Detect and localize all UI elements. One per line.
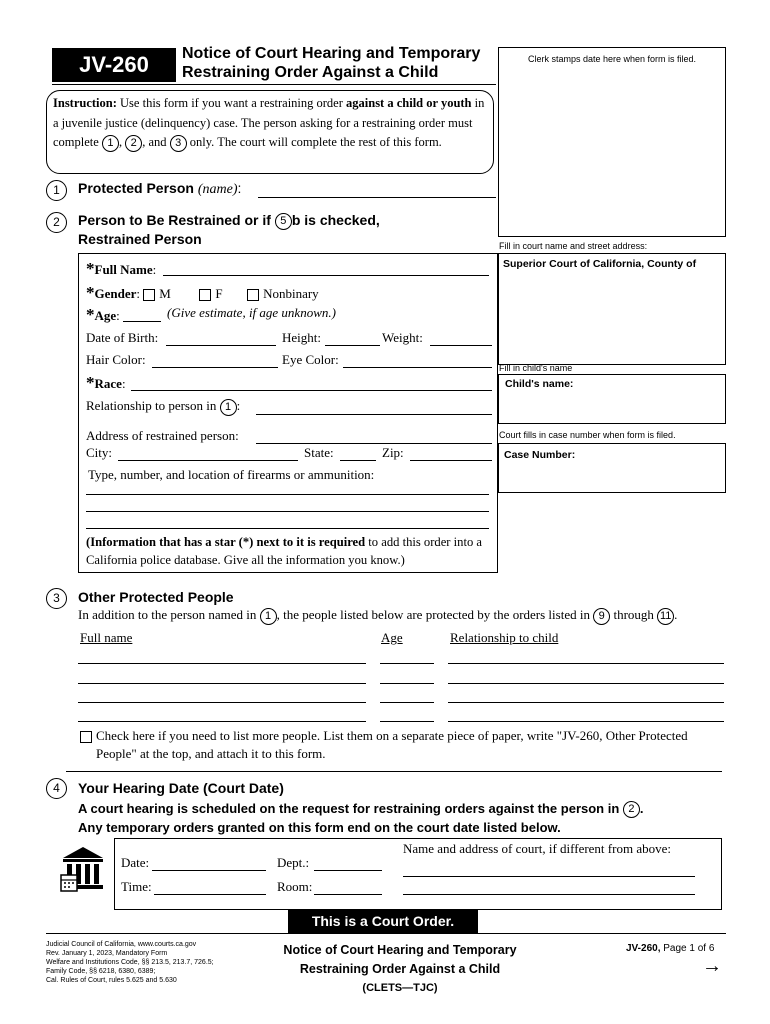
footer-line: Family Code, §§ 6218, 6380, 6389; — [46, 968, 156, 975]
dept-input[interactable] — [314, 870, 382, 871]
child-name-label: Fill in child's name — [499, 363, 573, 373]
other-name-input[interactable] — [78, 721, 366, 722]
period: . — [674, 607, 678, 622]
child-name-field: Child's name: — [505, 378, 574, 390]
hearing-notice-line2: Any temporary orders granted on this form end on the court date listed below. — [78, 820, 561, 835]
clerk-stamp-box — [498, 47, 726, 237]
section-2-title-a: Person to Be Restrained or if — [78, 212, 271, 228]
court-name-label: Fill in court name and street address: — [499, 241, 648, 251]
ref-3: 3 — [170, 135, 187, 152]
section-2-title — [78, 211, 380, 249]
instruction-text: Use this form if you want a restraining order — [116, 96, 347, 110]
case-number-label: Court fills in case number when form is filed. — [499, 430, 676, 440]
ref-1: 1 — [260, 608, 277, 625]
required-star: * — [86, 305, 95, 324]
instruction-box — [46, 90, 494, 174]
footer-citations — [46, 940, 214, 985]
required-star: * — [86, 373, 95, 392]
firearms-input-line[interactable] — [86, 528, 489, 529]
intro-a: In addition to the person named in — [78, 607, 257, 622]
footer-title-3: (CLETS—TJC) — [362, 982, 438, 994]
other-rel-input[interactable] — [448, 702, 724, 703]
col-full-name: Full name — [80, 630, 133, 645]
case-number-box[interactable] — [498, 443, 726, 493]
ref-2: 2 — [623, 801, 640, 818]
eye-label: Eye Color: — [282, 352, 339, 367]
section-4-title: Your Hearing Date (Court Date) — [78, 780, 284, 796]
child-name-box[interactable] — [498, 374, 726, 424]
footer-line: Cal. Rules of Court, rules 5.625 and 5.630 — [46, 977, 177, 984]
other-age-input[interactable] — [380, 663, 434, 664]
ref-9: 9 — [593, 608, 610, 625]
more-people-checkbox[interactable] — [80, 731, 92, 743]
court-order-banner: This is a Court Order. — [288, 909, 478, 933]
other-name-input[interactable] — [78, 702, 366, 703]
colon: : — [237, 180, 242, 196]
section-1-number: 1 — [46, 180, 67, 201]
other-rel-input[interactable] — [448, 663, 724, 664]
footer-form-id: JV-260, — [626, 943, 661, 954]
gender-label: Gender — [94, 286, 137, 301]
col-relationship: Relationship to child — [450, 630, 559, 645]
other-age-input[interactable] — [380, 683, 434, 684]
footer-rule — [46, 933, 726, 934]
height-label: Height: — [282, 330, 321, 345]
firearms-label: Type, number, and location of firearms or ammunition: — [88, 467, 375, 482]
address-input[interactable] — [256, 443, 492, 444]
footer-title — [250, 941, 550, 998]
section-3-intro — [78, 607, 677, 625]
section-2-number: 2 — [46, 212, 67, 233]
time-input[interactable] — [154, 894, 266, 895]
instruction-text: in a juvenile justice (delinquency) case. The person asking for a restraining order must complete — [53, 96, 485, 149]
firearms-input-line[interactable] — [86, 511, 489, 512]
section-3-number: 3 — [46, 588, 67, 609]
state-input[interactable] — [340, 460, 376, 461]
other-age-input[interactable] — [380, 721, 434, 722]
gender-nb-checkbox[interactable] — [247, 289, 259, 301]
hair-input[interactable] — [152, 367, 278, 368]
required-info-note — [86, 533, 492, 569]
court-name-field: Superior Court of California, County of — [503, 258, 697, 270]
room-input[interactable] — [314, 894, 382, 895]
dob-input[interactable] — [166, 345, 276, 346]
footer-page: Page 1 of 6 — [660, 943, 715, 954]
form-title-line2: Restraining Order Against a Child — [182, 64, 439, 81]
gender-f-label: F — [215, 286, 223, 301]
section-2-title-c: Restrained Person — [78, 231, 202, 247]
section-3-title: Other Protected People — [78, 589, 234, 605]
other-age-input[interactable] — [380, 702, 434, 703]
page-number — [626, 943, 714, 954]
address-label: Address of restrained person: — [86, 428, 239, 443]
race-input[interactable] — [131, 390, 492, 391]
other-name-input[interactable] — [78, 683, 366, 684]
gender-f-checkbox[interactable] — [199, 289, 211, 301]
firearms-input-line[interactable] — [86, 494, 489, 495]
date-label: Date: — [121, 855, 150, 870]
age-label: *Age: — [86, 305, 120, 324]
protected-person-input[interactable] — [258, 197, 496, 198]
instruction-bold: against a child or youth — [346, 96, 472, 110]
dob-label: Date of Birth: — [86, 330, 159, 345]
case-number-field: Case Number: — [504, 449, 576, 461]
time-label: Time: — [121, 879, 152, 894]
ref-1: 1 — [220, 399, 237, 416]
other-name-input[interactable] — [78, 663, 366, 664]
full-name-label: *Full Name: — [86, 259, 157, 278]
relationship-label: Relationship to person in 1 : — [86, 398, 240, 416]
footer-title-1: Notice of Court Hearing and Temporary — [283, 943, 517, 957]
gender-m-checkbox[interactable] — [143, 289, 155, 301]
footer-line: Judicial Council of California, www.courts.ca.gov — [46, 941, 197, 948]
hearing-notice-line1 — [78, 801, 644, 818]
instruction-text: only. The court will complete the rest of this form. — [186, 135, 442, 149]
note-rest: to add this order into a California police database. Give all the information you know.) — [86, 535, 482, 567]
section-1-title-text: Protected Person — [78, 180, 194, 196]
through: through — [613, 607, 654, 622]
footer-line: Rev. January 1, 2023, Mandatory Form — [46, 950, 168, 957]
ref-11: 11 — [657, 608, 674, 625]
ref-2: 2 — [125, 135, 142, 152]
zip-label: Zip: — [382, 445, 404, 460]
instruction-lead: Instruction: — [53, 96, 117, 110]
dept-label: Dept.: — [277, 855, 310, 870]
note-bold: (Information that has a star (*) next to it is required — [86, 535, 366, 549]
clerk-stamp-label: Clerk stamps date here when form is filed. — [527, 54, 697, 64]
city-input[interactable] — [118, 460, 298, 461]
required-star: * — [86, 283, 95, 302]
intro-b: , the people listed below are protected by the orders listed in — [276, 607, 590, 622]
section-1-title — [78, 180, 241, 198]
line1-text: A court hearing is scheduled on the request for restraining orders against the person in — [78, 801, 620, 816]
col-age: Age — [381, 630, 403, 645]
age-text: Age — [94, 308, 117, 323]
gender-m-label: M — [159, 286, 171, 301]
eye-input[interactable] — [343, 367, 492, 368]
line1-period: . — [639, 801, 644, 816]
ref-5: 5 — [275, 213, 292, 230]
section-2-title-b: b is checked, — [291, 212, 380, 228]
court-address-input[interactable] — [403, 876, 695, 877]
height-input[interactable] — [325, 345, 380, 346]
section-divider — [66, 771, 722, 772]
gender-row: *Gender: M F Nonbinary — [86, 283, 319, 302]
race-label: *Race: — [86, 373, 126, 392]
footer-line: Welfare and Institutions Code, §§ 213.5, 213.7, 726.5; — [46, 959, 214, 966]
required-star: * — [86, 259, 95, 278]
other-rel-input[interactable] — [448, 721, 724, 722]
full-name-input[interactable] — [163, 275, 489, 276]
courthouse-icon — [58, 844, 108, 899]
form-id-badge: JV-260 — [52, 48, 176, 82]
city-label: City: — [86, 445, 113, 460]
relationship-input[interactable] — [256, 414, 492, 415]
room-label: Room: — [277, 879, 313, 894]
name-hint: (name) — [197, 182, 238, 197]
gender-nb-label: Nonbinary — [263, 286, 319, 301]
section-4-number: 4 — [46, 778, 67, 799]
header-rule — [52, 84, 496, 85]
next-page-arrow-icon[interactable]: → — [702, 955, 722, 977]
ref-1: 1 — [102, 135, 119, 152]
weight-input[interactable] — [430, 345, 492, 346]
age-hint: (Give estimate, if age unknown.) — [167, 305, 336, 320]
state-label: State: — [304, 445, 334, 460]
instruction-sep: , and — [142, 135, 170, 149]
court-address-label: Name and address of court, if different from above: — [403, 841, 671, 856]
footer-title-2: Restraining Order Against a Child — [299, 962, 501, 976]
instruction-sep: , — [118, 135, 126, 149]
weight-label: Weight: — [382, 330, 423, 345]
relationship-text: Relationship to person in — [86, 398, 217, 413]
other-rel-input[interactable] — [448, 683, 724, 684]
court-name-box[interactable] — [498, 253, 726, 365]
zip-input[interactable] — [410, 460, 492, 461]
race-text: Race — [94, 376, 122, 391]
full-name-text: Full Name — [94, 262, 153, 277]
court-address-input[interactable] — [403, 894, 695, 895]
hair-label: Hair Color: — [86, 352, 146, 367]
date-input[interactable] — [152, 870, 266, 871]
form-title-line1: Notice of Court Hearing and Temporary — [182, 45, 481, 62]
age-input[interactable] — [123, 321, 161, 322]
more-people-text: Check here if you need to list more people. List them on a separate piece of paper, write "JV-260, Other Protected People" at the top, and attach it to this form. — [96, 728, 688, 761]
